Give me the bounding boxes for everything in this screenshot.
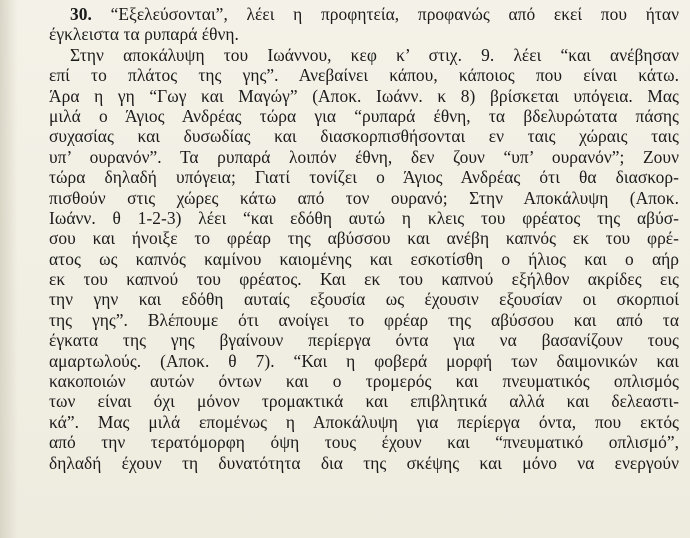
paragraph-2-line-15: έγκατα της γης βγαίνουν περίεργα όντα για να βασανίζουν τους	[49, 330, 679, 351]
paragraph-2-line-18: των είναι όχι μόνον τρομακτικά και επιβλητικά αλλά και δελεαστι-	[49, 391, 679, 412]
paragraph-2-line-5: συχασίας και δυσωδίας και διασκορπισθήσονται εν ταις χώραις ταις	[49, 126, 679, 147]
paragraph-2-line-14: της γης”. Βλέπουμε ότι ανοίγει το φρέαρ της αβύσσου και από τα	[49, 309, 679, 330]
paragraph-2-line-20: από την τερατόμορφη όψη τους έχουν και “πνευματικό οπλισμό”,	[49, 432, 679, 453]
paragraph-2-line-12: εκ του καπνού του φρέατος. Και εκ του καπνού εξήλθον ακρίδες εις	[49, 269, 679, 290]
paragraph-2-line-8: πισθούν στις χώρες κάτω από τον ουρανό; Στην Αποκάλυψη (Αποκ.	[49, 187, 679, 208]
paragraph-2-line-13: την γην και εδόθη αυταίς εξουσία ως έχουσιν εξουσίαν οι σκορπιοί	[49, 289, 679, 310]
paragraph-number: 30.	[70, 4, 92, 24]
body-text	[49, 4, 679, 473]
paragraph-2-line-10: σου και ήνοιξε το φρέαρ της αβύσσου και ανέβη καπνός εκ του φρέ-	[49, 228, 679, 249]
paragraph-2-line-17: κακοποιών αυτών όντων και ο τρομερός και πνευματικός οπλισμός	[49, 371, 679, 392]
paragraph-2-line-2: επί το πλάτος της γης”. Ανεβαίνει κάπου, κάποιος που είναι κάτω.	[49, 65, 679, 86]
paragraph-2-line-21: δηλαδή έχουν τη δυνατότητα δια της σκέψης και μόνο να ενεργούν	[49, 452, 679, 473]
page-binding-shadow	[0, 0, 18, 538]
paragraph-2-line-9: Ιωάνν. θ 1-2-3) λέει “και εδόθη αυτώ η κλεις του φρέατος της αβύσ-	[49, 207, 679, 228]
paragraph-2-line-19: κά”. Μας μιλά επομένως η Αποκάλυψη για περίεργα όντα, που εκτός	[49, 411, 679, 432]
paragraph-2-line-1: Στην αποκάλυψη του Ιωάννου, κεφ κ’ στιχ. 9. λέει “και ανέβησαν	[70, 44, 679, 65]
paragraph-30-line-2: έγκλειστα τα ρυπαρά έθνη.	[49, 24, 239, 45]
paragraph-2-line-16: αμαρτωλούς. (Αποκ. θ 7). “Και η φοβερά μορφή των δαιμονικών και	[49, 350, 679, 371]
paragraph-2-line-11: ατος ως καπνός καμίνου καιομένης και εσκοτίσθη ο ήλιος και ο αήρ	[49, 248, 679, 269]
paragraph-30-line-1: 30. “Εξελεύσονται”, λέει η προφητεία, προφανώς από εκεί που ήταν	[70, 4, 679, 24]
paragraph-2-line-6: υπ’ ουρανόν”. Τα ρυπαρά λοιπόν έθνη, δεν ζουν “υπ’ ουρανόν”; Ζουν	[49, 146, 679, 167]
paragraph-2-line-3: Άρα η γη “Γωγ και Μαγώγ” (Αποκ. Ιωάνν. κ 8) βρίσκεται υπόγεια. Μας	[49, 85, 679, 106]
paragraph-2-line-7: τώρα δηλαδή υπόγεια; Γιατί τονίζει ο Άγιος Ανδρέας ότι θα διασκορ-	[49, 167, 679, 188]
paragraph-2-line-4: μιλά ο Άγιος Ανδρέας τώρα για “ρυπαρά έθνη, τα βδελυρώτατα πάσης	[49, 105, 679, 126]
